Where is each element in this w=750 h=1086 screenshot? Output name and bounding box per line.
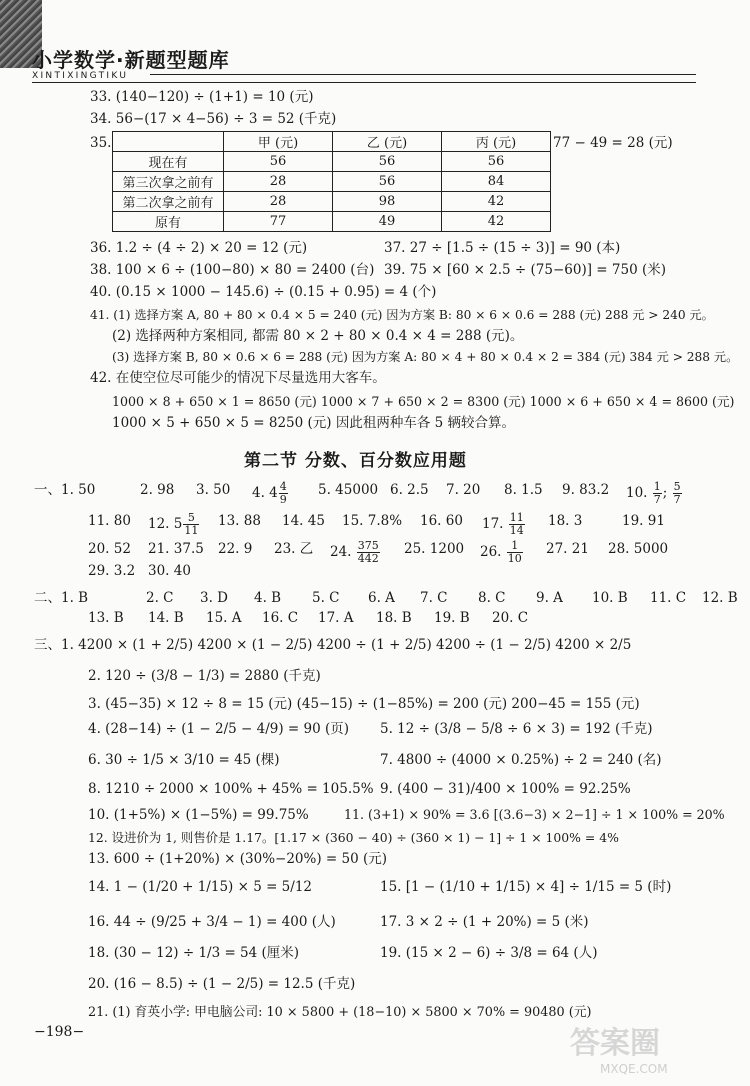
table-row xyxy=(113,192,551,212)
p1-17 xyxy=(482,512,526,537)
fraction-den: 7 xyxy=(653,493,661,506)
p3-13: 13. 600 ÷ (1+20%) × (30%−20%) = 50 (元) xyxy=(88,851,388,867)
answer-41-3: (3) 选择方案 B, 80 × 0.6 × 6 = 288 (元) 因为方案 A: 80 × 4 + 80 × 0.4 × 2 = 384 (元) 384 元 > 288 元。 xyxy=(112,350,739,364)
table-cell: 现在有 xyxy=(113,152,224,172)
p2-14: 14. B xyxy=(148,610,184,626)
p1-7: 7. 20 xyxy=(446,482,481,498)
answer-41-1: 41. (1) 选择方案 A, 80 + 80 × 0.4 × 5 = 240 (元) 因为方案 B: 80 × 6 × 0.6 = 288 (元) 288 元 > 240 元。 xyxy=(90,308,714,322)
answer-40: 40. (0.15 × 1000 − 145.6) ÷ (0.15 + 0.95) = 4 (个) xyxy=(90,284,437,300)
p2-10: 10. B xyxy=(592,590,628,606)
p1-2: 2. 98 xyxy=(140,482,175,498)
p3-15: 15. [1 − (1/10 + 1/15) × 4] ÷ 1/15 = 5 (时) xyxy=(380,879,672,895)
answer-37: 37. 27 ÷ [1.5 ÷ (15 ÷ 3)] = 90 (本) xyxy=(384,240,621,256)
p2-15: 15. A xyxy=(206,610,242,626)
fraction xyxy=(653,481,662,506)
answer-38: 38. 100 × 6 ÷ (100−80) × 80 = 2400 (台) xyxy=(90,262,375,278)
p1-29: 29. 3.2 xyxy=(88,563,136,579)
p1-25: 25. 1200 xyxy=(404,541,465,557)
p3-14: 14. 1 − (1/20 + 1/15) × 5 = 5/12 xyxy=(88,879,312,895)
p3-19: 19. (15 × 2 − 6) ÷ 3/8 = 64 (人) xyxy=(380,945,598,961)
p1-4 xyxy=(252,481,289,506)
table-cell: 原有 xyxy=(113,212,224,232)
table-cell: 56 xyxy=(442,152,551,172)
fraction xyxy=(509,512,525,537)
table-cell: 42 xyxy=(442,192,551,212)
p3-8: 8. 1210 ÷ 2000 × 100% + 45% = 105.5% xyxy=(88,781,374,797)
p3-20: 20. (16 − 8.5) ÷ (1 − 2/5) = 12.5 (千克) xyxy=(88,976,356,992)
p2-20: 20. C xyxy=(492,610,529,626)
fraction xyxy=(673,481,682,506)
p3-1: 三、1. 4200 × (1 + 2/5) 4200 × (1 − 2/5) 4200 ÷ (1 + 2/5) 4200 ÷ (1 − 2/5) 4200 × 2/5 xyxy=(34,637,632,653)
table-cell: 28 xyxy=(224,192,333,212)
answer-42-2: 1000 × 8 + 650 × 1 = 8650 (元) 1000 × 7 + 650 × 2 = 8300 (元) 1000 × 6 + 650 × 4 = 8600 (元) xyxy=(112,394,735,409)
fraction-num: 11 xyxy=(509,511,524,524)
p2-8: 8. C xyxy=(478,590,506,606)
p3-16: 16. 44 ÷ (9/25 + 3/4 − 1) = 400 (人) xyxy=(88,914,336,930)
p2-13: 13. B xyxy=(88,610,124,626)
p1-23: 23. 乙 xyxy=(274,541,314,557)
p2-5: 5. C xyxy=(312,590,340,606)
p1-6: 6. 2.5 xyxy=(390,482,429,498)
table-cell: 28 xyxy=(224,172,333,192)
answer-34: 34. 56−(17 × 4−56) ÷ 3 = 52 (千克) xyxy=(90,111,337,127)
p3-9: 9. (400 − 31)/400 × 100% = 92.25% xyxy=(380,781,631,797)
table-cell: 第二次拿之前有 xyxy=(113,192,224,212)
p1-18: 18. 3 xyxy=(548,513,583,529)
p2-3: 3. D xyxy=(200,590,228,606)
fraction xyxy=(279,481,288,506)
answer-35-note: 77 − 49 = 28 (元) xyxy=(553,135,673,151)
p3-7: 7. 4800 ÷ (4000 × 0.25%) ÷ 2 = 240 (名) xyxy=(380,752,662,768)
fraction xyxy=(507,540,523,565)
section-title: 第二节 分数、百分数应用题 xyxy=(244,451,467,471)
p2-2: 2. C xyxy=(146,590,174,606)
p3-6: 6. 30 ÷ 1/5 × 3/10 = 45 (棵) xyxy=(88,752,280,768)
book-title: 小学数学·新题型题库 xyxy=(32,48,230,72)
p1-26-label: 26. xyxy=(480,544,502,560)
table-cell: 56 xyxy=(224,152,333,172)
answer-42-1: 42. 在使空位尽可能少的情况下尽量选用大客车。 xyxy=(90,370,386,386)
p1-19: 19. 91 xyxy=(622,513,665,529)
p1-24 xyxy=(330,540,381,565)
p2-11: 11. C xyxy=(650,590,687,606)
p3-5: 5. 12 ÷ (3/8 − 5/8 ÷ 6 × 3) = 192 (千克) xyxy=(380,721,653,737)
fraction-den: 9 xyxy=(279,493,287,506)
table-cell: 丙 (元) xyxy=(442,132,551,152)
fraction-den: 10 xyxy=(507,552,522,565)
answer-35-label: 35. xyxy=(90,135,112,151)
fraction-den: 7 xyxy=(673,493,681,506)
p3-12: 12. 设进价为 1, 则售价是 1.17。[1.17 × (360 − 40) ÷ (360 × 1) − 1] ÷ 1 × 100% = 4% xyxy=(88,830,619,845)
table-header-row xyxy=(113,132,551,152)
fraction-den: 442 xyxy=(357,552,379,565)
table-row xyxy=(113,172,551,192)
fraction-num: 5 xyxy=(183,512,199,525)
p2-12: 12. B xyxy=(702,590,738,606)
p1-28: 28. 5000 xyxy=(608,541,669,557)
p3-18: 18. (30 − 12) ÷ 1/3 = 54 (厘米) xyxy=(88,945,300,961)
fraction-den: 14 xyxy=(509,524,524,537)
p1-3: 3. 50 xyxy=(196,482,231,498)
fraction-num: 5 xyxy=(673,480,681,493)
header-rule xyxy=(150,74,696,75)
p1-1: 一、1. 50 xyxy=(34,482,96,498)
p1-13: 13. 88 xyxy=(218,513,261,529)
page-number: −198− xyxy=(34,1024,85,1040)
table-cell: 98 xyxy=(333,192,442,212)
answer-39: 39. 75 × [60 × 2.5 ÷ (75−60)] = 750 (米) xyxy=(384,262,666,278)
answer-36: 36. 1.2 ÷ (4 ÷ 2) × 20 = 12 (元) xyxy=(90,240,308,256)
p3-10: 10. (1+5%) × (1−5%) = 99.75% xyxy=(88,807,309,823)
table-cell: 56 xyxy=(333,152,442,172)
fraction-num: 4 xyxy=(279,480,287,493)
fraction xyxy=(183,512,199,537)
fraction xyxy=(357,540,380,565)
watermark-url: MXQE.COM xyxy=(600,1062,668,1076)
p3-11: 11. (3+1) × 90% = 3.6 [(3.6−3) × 2−1] ÷ 1 × 100% = 20% xyxy=(344,807,725,822)
p1-22: 22. 9 xyxy=(218,541,253,557)
p2-18: 18. B xyxy=(376,610,412,626)
p3-4: 4. (28−14) ÷ (1 − 2/5 − 4/9) = 90 (页) xyxy=(88,721,350,737)
p2-6: 6. A xyxy=(368,590,395,606)
table-cell: 42 xyxy=(442,212,551,232)
p2-7: 7. C xyxy=(420,590,448,606)
answer-35-table xyxy=(112,131,551,232)
table-cell: 第三次拿之前有 xyxy=(113,172,224,192)
answer-33: 33. (140−120) ÷ (1+1) = 10 (元) xyxy=(90,89,314,105)
table-row xyxy=(113,212,551,232)
fraction-num: 1 xyxy=(653,480,661,493)
p1-8: 8. 1.5 xyxy=(504,482,543,498)
fraction-num: 1 xyxy=(507,540,523,553)
p3-21: 21. (1) 育英小学: 甲电脑公司: 10 × 5800 + (18−10) × 5800 × 70% = 90480 (元) xyxy=(88,1005,592,1020)
p1-4-label: 4. 4 xyxy=(252,485,278,501)
table-cell: 甲 (元) xyxy=(224,132,333,152)
p1-11: 11. 80 xyxy=(88,513,131,529)
p1-21: 21. 37.5 xyxy=(148,541,204,557)
p1-24-label: 24. xyxy=(330,544,352,560)
p1-9: 9. 83.2 xyxy=(562,482,610,498)
table-cell xyxy=(113,132,224,152)
watermark: 答案圈 xyxy=(570,1026,660,1061)
header-rule-2 xyxy=(32,82,696,83)
p1-10-label: 10. xyxy=(626,485,648,501)
p1-20: 20. 52 xyxy=(88,541,131,557)
table-cell: 乙 (元) xyxy=(333,132,442,152)
p2-16: 16. C xyxy=(262,610,299,626)
p1-14: 14. 45 xyxy=(282,513,325,529)
table-row xyxy=(113,152,551,172)
p1-26 xyxy=(480,540,524,565)
table-cell: 77 xyxy=(224,212,333,232)
p2-17: 17. A xyxy=(318,610,354,626)
p1-16: 16. 60 xyxy=(420,513,463,529)
p1-12-label: 12. 5 xyxy=(148,516,183,532)
p3-2: 2. 120 ÷ (3/8 − 1/3) = 2880 (千克) xyxy=(88,668,321,684)
p1-10: 10. $\frac{1}{7}$ ; $\frac{5}{7}$ xyxy=(626,480,681,506)
fraction-num: 375 xyxy=(357,539,379,552)
p1-5: 5. 45000 xyxy=(318,482,379,498)
table-cell: 56 xyxy=(333,172,442,192)
fraction-den: 11 xyxy=(184,524,199,537)
p1-15: 15. 7.8% xyxy=(342,513,403,529)
table-cell: 49 xyxy=(333,212,442,232)
table-cell: 84 xyxy=(442,172,551,192)
p1-12 xyxy=(148,512,200,537)
p2-19: 19. B xyxy=(434,610,470,626)
answer-42-3: 1000 × 5 + 650 × 5 = 8250 (元) 因此租两种车各 5 辆较合算。 xyxy=(112,415,516,431)
p1-27: 27. 21 xyxy=(546,541,589,557)
p2-1: 二、1. B xyxy=(34,590,89,606)
p1-17-label: 17. xyxy=(482,516,504,532)
book-subtitle: XINTIXINGTIKU xyxy=(32,71,129,81)
p2-9: 9. A xyxy=(536,590,563,606)
p1-30: 30. 40 xyxy=(148,563,191,579)
answer-41-2: (2) 选择两种方案相同, 都需 80 × 2 + 80 × 0.4 × 4 = 288 (元)。 xyxy=(112,328,524,344)
p3-17: 17. 3 × 2 ÷ (1 + 20%) = 5 (米) xyxy=(380,914,589,930)
p2-4: 4. B xyxy=(254,590,282,606)
p3-3: 3. (45−35) × 12 ÷ 8 = 15 (元) (45−15) ÷ (1−85%) = 200 (元) 200−45 = 155 (元) xyxy=(88,696,640,712)
